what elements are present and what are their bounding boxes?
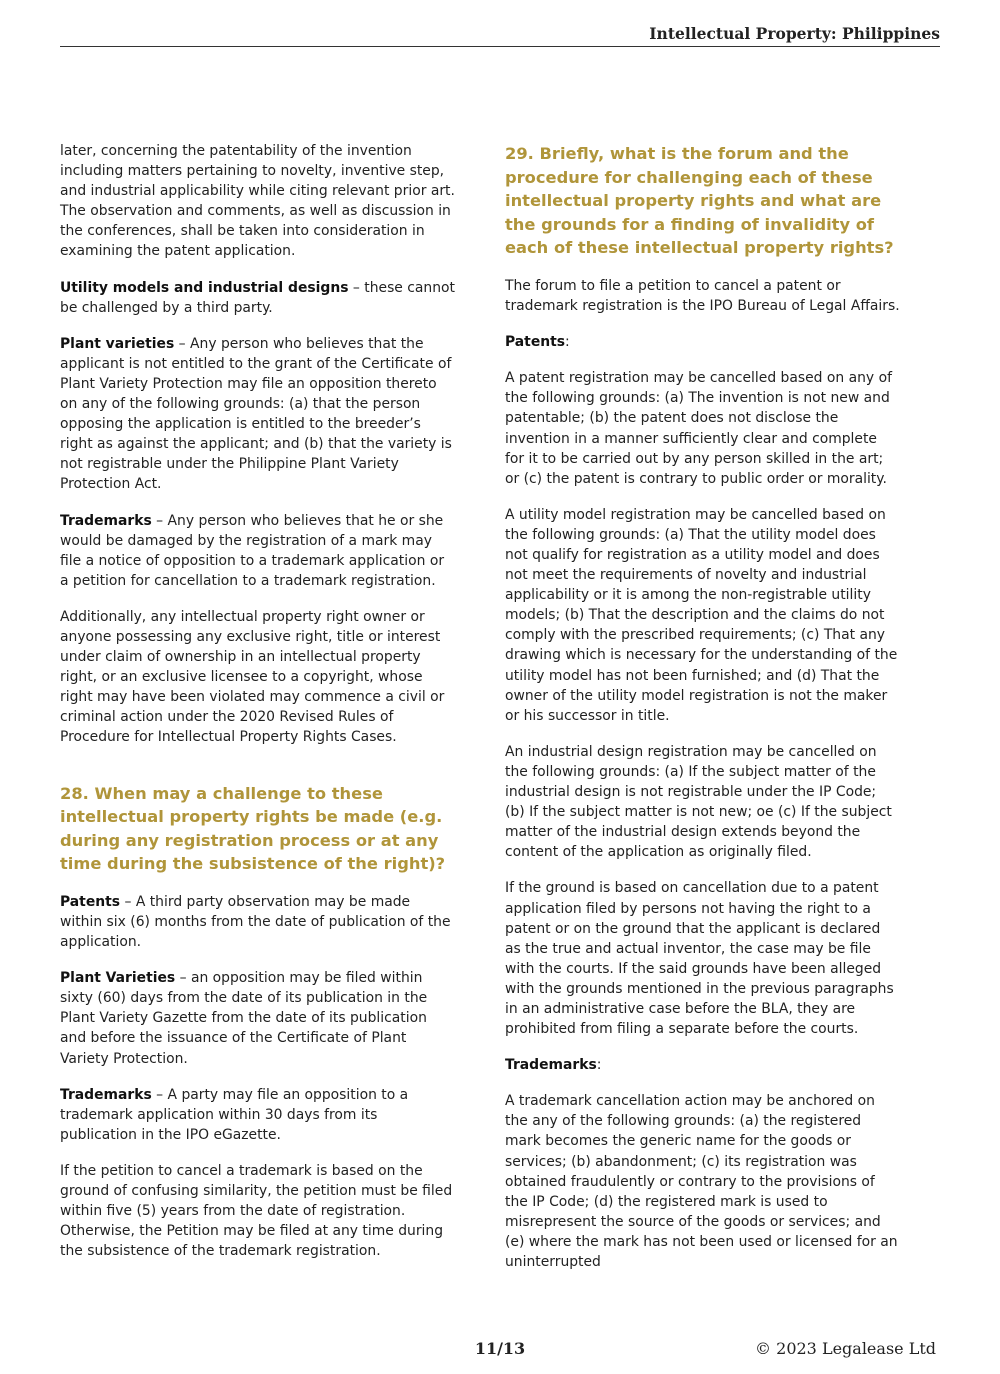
- page-number: 11/13: [474, 1339, 526, 1358]
- paragraph-label: Patents: [60, 893, 121, 910]
- paragraph: If the ground is based on cancellation due to a patent application filed by persons not having the right to a patent or on the ground that the applicant is declared as the true and actual inventor, the case may be file with the courts. If the said grounds have been alleged with the grounds mentioned in the previous paragraphs in an administrative case before the BLA, they are prohibited from filing a separate before the courts.: [505, 880, 894, 1038]
- right-column: [505, 141, 900, 1288]
- paragraph: later, concerning the patentability of the invention including matters pertaining to novelty, inventive step, and industrial applicability while citing relevant prior art. The observation and comments, as well as discussion in the conferences, shall be taken into consideration in examining the patent application.: [60, 143, 455, 260]
- paragraph: [60, 1085, 455, 1145]
- paragraph-text: :: [565, 334, 570, 351]
- paragraph: An industrial design registration may be cancelled on the following grounds: (a) If the subject matter of the industrial design is not registrable under the IP Code; (b) If the subject matter is not new; oe (c) If the subject matter of the industrial design extends beyond the content of the application as originally filed.: [505, 743, 892, 861]
- paragraph-text: – Any person who believes that the applicant is not entitled to the grant of the Certificate of Plant Variety Protection may file an opposition thereto on any of the following grounds: (a) that the person opposing the application is entitled to the breeder’s right as against the applicant; and (b) that the variety is not registrable under the Philippine Plant Variety Protection Act.: [60, 335, 452, 493]
- paragraph: [60, 892, 455, 952]
- paragraph: Additionally, any intellectual property right owner or anyone possessing any exclusive right, title or interest under claim of ownership in an intellectual property right, or an exclusive licensee to a copyright, whose right may have been violated may commence a civil or criminal action under the 2020 Revised Rules of Procedure for Intellectual Property Rights Cases.: [60, 608, 445, 746]
- paragraph: A patent registration may be cancelled based on any of the following grounds: (a) The invention is not new and patentable; (b) the patent does not disclose the invention in a manner sufficiently clear and complete for it to be carried out by any person skilled in the art; or (c) the patent is contrary to public order or morality.: [505, 370, 892, 487]
- left-column: [60, 141, 455, 1277]
- paragraph-label: Trademarks: [60, 512, 152, 529]
- paragraph: [505, 1055, 900, 1075]
- paragraph-label: Patents: [505, 334, 566, 351]
- paragraph-text: – Any person who believes that he or she would be damaged by the registration of a mark may file a notice of opposition to a trademark application or a petition for cancellation to a trademark registration.: [60, 512, 445, 589]
- paragraph-text: :: [596, 1057, 602, 1074]
- paragraph-text: – A party may file an opposition to a trademark application within 30 days from its publication in the IPO eGazette.: [60, 1086, 409, 1143]
- paragraph: [60, 968, 455, 1068]
- paragraph-label: Utility models and industrial designs: [60, 279, 349, 296]
- paragraph: A utility model registration may be cancelled based on the following grounds: (a) That the utility model does not qualify for registration as a utility model and does not meet the requirements of novelty and industrial applicability or it is among the non-registrable utility models; (b) That the description and the claims do not comply with the prescribed requirements; (c) That any drawing which is necessary for the understanding of the utility model has not been furnished; and (d) That the owner of the utility model registration is not the maker or his successor in title.: [505, 506, 898, 724]
- paragraph-text: – an opposition may be filed within sixty (60) days from the date of its publication in the Plant Variety Gazette from the date of its publication and before the issuance of the Certificate of Plant Variety Protection.: [60, 970, 428, 1067]
- running-header: [60, 24, 940, 47]
- copyright-notice: © 2023 Legalease Ltd: [755, 1339, 936, 1358]
- paragraph: [60, 278, 455, 318]
- header-title: Intellectual Property: Philippines: [649, 24, 940, 43]
- paragraph-text: – A third party observation may be made within six (6) months from the date of publication of the application.: [60, 893, 451, 951]
- question-heading: 29. Briefly, what is the forum and the procedure for challenging each of these intellectual property rights and what are the grounds for a finding of invalidity of each of these intellectual property rights?: [505, 144, 894, 258]
- paragraph-label: Plant varieties: [60, 335, 175, 352]
- paragraph: If the petition to cancel a trademark is based on the ground of confusing similarity, the petition must be filed within five (5) years from the date of registration. Otherwise, the Petition may be filed at any time during the subsistence of the trademark registration.: [60, 1162, 453, 1260]
- paragraph-label: Plant Varieties: [60, 970, 176, 987]
- paragraph: The forum to file a petition to cancel a patent or trademark registration is the IPO Bureau of Legal Affairs.: [505, 277, 900, 315]
- paragraph-text: – these cannot be challenged by a third party.: [60, 279, 455, 316]
- paragraph: [60, 334, 455, 495]
- paragraph-label: Trademarks: [505, 1057, 597, 1074]
- question-heading: 28. When may a challenge to these intellectual property rights be made (e.g. during any registration process or at any time during the subsistence of the right)?: [60, 783, 446, 874]
- paragraph: A trademark cancellation action may be anchored on the any of the following grounds: (a) the registered mark becomes the generic name for the goods or services; (b) abandonment; (c) its registration was obtained fraudulently or contrary to the provisions of the IP Code; (d) the registered mark is used to misrepresent the source of the goods or services; and (e) where the mark has not been used or licensed for an uninterrupted: [505, 1093, 898, 1270]
- paragraph: [60, 511, 455, 591]
- paragraph: [505, 332, 900, 352]
- paragraph-label: Trademarks: [60, 1086, 152, 1103]
